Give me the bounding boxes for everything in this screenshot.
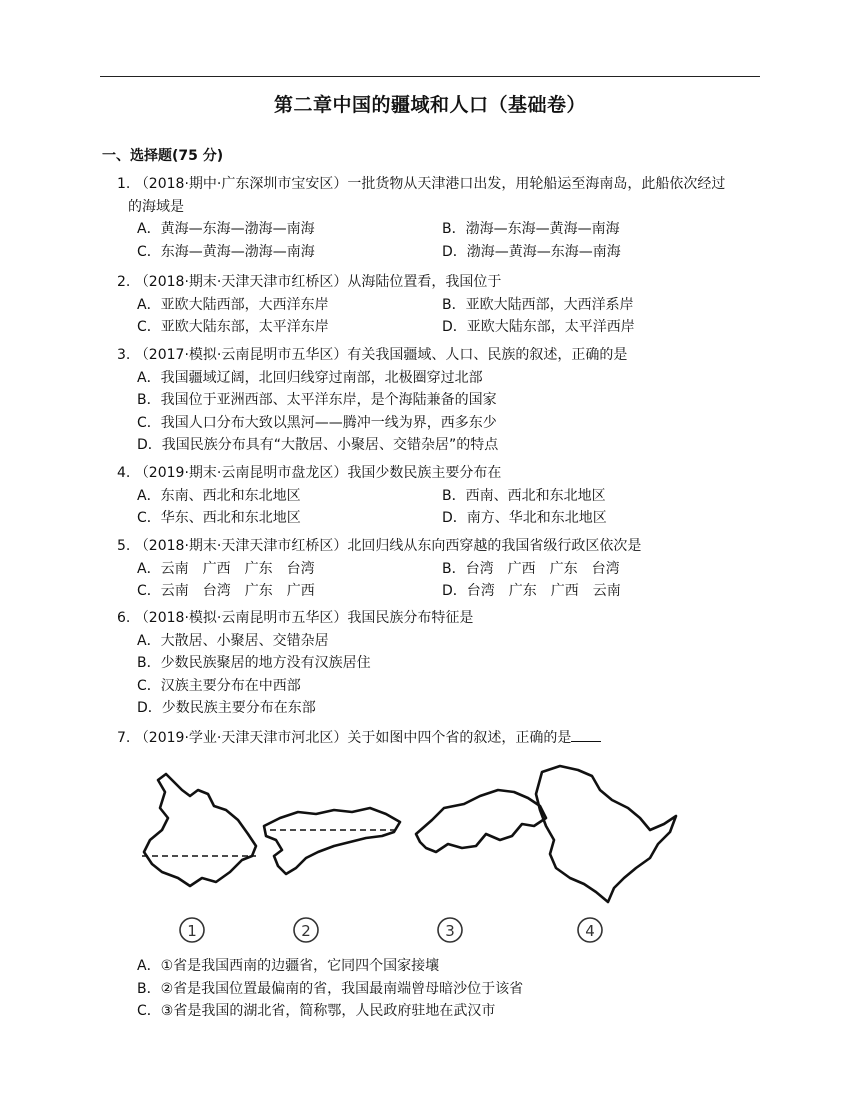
question-number: 7. — [117, 730, 131, 746]
options — [117, 558, 767, 603]
option-c[interactable]: C．华东、西北和东北地区 — [137, 510, 301, 526]
question-text: （2018·期中·广东深圳市宝安区）一批货物从天津港口出发，用轮船运至海南岛，此船依次经过 — [134, 176, 726, 192]
options — [117, 218, 767, 263]
question-7 — [117, 725, 767, 750]
question-text: （2018·期末·天津天津市红桥区）北回归线从东向西穿越的我国省级行政区依次是 — [134, 538, 642, 554]
options — [117, 485, 767, 530]
question-text: （2018·模拟·云南昆明市五华区）我国民族分布特征是 — [134, 610, 474, 626]
answer-blank — [571, 725, 601, 742]
question-text: （2018·期末·天津天津市红桥区）从海陆位置看，我国位于 — [134, 274, 502, 290]
option-a[interactable]: A．云南 广西 广东 台湾 — [137, 560, 315, 577]
question-number: 2. — [117, 274, 131, 290]
option-c[interactable]: C．东海—黄海—渤海—南海 — [137, 243, 315, 260]
question-text: （2019·期末·云南昆明市盘龙区）我国少数民族主要分布在 — [134, 465, 502, 481]
option-c[interactable]: C．我国人口分布大致以黑河——腾冲一线为界，西多东少 — [137, 414, 497, 431]
option-c[interactable]: C．亚欧大陆东部，太平洋东岸 — [137, 319, 329, 335]
question-number: 5. — [117, 538, 131, 554]
option-d[interactable]: D．我国民族分布具有“大散居、小聚居、交错杂居”的特点 — [137, 437, 499, 453]
section-heading: 一、选择题(75 分) — [102, 148, 224, 164]
option-a[interactable]: A．①省是我国西南的边疆省，它同四个国家接壤 — [137, 958, 440, 974]
question-stem — [117, 607, 767, 630]
option-a[interactable]: A．我国疆域辽阔，北回归线穿过南部，北极圈穿过北部 — [137, 369, 483, 386]
option-c[interactable]: C．汉族主要分布在中西部 — [137, 677, 301, 694]
options — [117, 367, 767, 457]
question-stem — [117, 725, 767, 750]
option-b[interactable]: B．亚欧大陆西部，大西洋系岸 — [442, 296, 634, 313]
page-title: 第二章中国的疆域和人口（基础卷） — [273, 94, 586, 116]
question-stem — [117, 535, 767, 558]
question-1 — [117, 173, 767, 263]
option-b[interactable]: B．②省是我国位置最偏南的省，我国最南端曾母暗沙位于该省 — [137, 980, 524, 997]
option-a[interactable]: A．亚欧大陆西部，大西洋东岸 — [137, 296, 329, 313]
question-stem — [117, 173, 767, 196]
option-c[interactable]: C．③省是我国的湖北省，简称鄂，人民政府驻地在武汉市 — [137, 1003, 496, 1019]
question-2 — [117, 271, 767, 339]
question-6 — [117, 607, 767, 720]
option-d[interactable]: D．南方、华北和东北地区 — [442, 510, 607, 526]
option-a[interactable]: A．大散居、小聚居、交错杂居 — [137, 632, 329, 649]
question-3 — [117, 344, 767, 457]
question-number: 4. — [117, 465, 131, 481]
option-d[interactable]: D．台湾 广东 广西 云南 — [442, 583, 621, 599]
question-text: （2017·模拟·云南昆明市五华区）有关我国疆域、人口、民族的叙述，正确的是 — [134, 347, 628, 363]
options — [117, 294, 767, 339]
question-5 — [117, 535, 767, 603]
province-outlines-figure — [130, 760, 690, 950]
option-b[interactable]: B．少数民族聚居的地方没有汉族居住 — [137, 655, 371, 671]
option-d[interactable]: D．少数民族主要分布在东部 — [137, 700, 316, 716]
figure-label-3: 3 — [445, 922, 455, 940]
option-d[interactable]: D．亚欧大陆东部，太平洋西岸 — [442, 319, 635, 335]
option-b[interactable]: B．西南、西北和东北地区 — [442, 487, 606, 504]
figure-label-4: 4 — [585, 922, 595, 940]
province-1-outline — [144, 774, 256, 886]
option-c[interactable]: C．云南 台湾 广东 广西 — [137, 583, 315, 599]
province-3-outline — [416, 790, 546, 852]
question-number: 1. — [117, 176, 131, 192]
option-b[interactable]: B．我国位于亚洲西部、太平洋东岸，是个海陆兼备的国家 — [137, 392, 497, 408]
question-stem — [117, 271, 767, 294]
figure-label-2: 2 — [301, 922, 311, 940]
province-2-outline — [264, 808, 400, 874]
options — [117, 630, 767, 720]
question-text-continued: 的海域是 — [128, 198, 184, 215]
question-7-options — [137, 955, 523, 1023]
province-4-outline — [536, 766, 676, 902]
option-b[interactable]: B．渤海—东海—黄海—南海 — [442, 221, 620, 237]
option-d[interactable]: D．渤海—黄海—东海—南海 — [442, 243, 621, 260]
option-a[interactable]: A．黄海—东海—渤海—南海 — [137, 221, 315, 237]
question-number: 6. — [117, 610, 131, 626]
province-outlines-image — [130, 760, 690, 950]
question-text: （2019·学业·天津天津市河北区）关于如图中四个省的叙述，正确的是 — [134, 730, 572, 746]
option-a[interactable]: A．东南、西北和东北地区 — [137, 487, 301, 504]
option-b[interactable]: B．台湾 广西 广东 台湾 — [442, 560, 620, 577]
figure-label-1: 1 — [187, 922, 197, 940]
header-rule — [100, 76, 760, 77]
question-stem — [117, 344, 767, 367]
question-4 — [117, 462, 767, 530]
question-number: 3. — [117, 347, 131, 363]
question-stem — [117, 462, 767, 485]
